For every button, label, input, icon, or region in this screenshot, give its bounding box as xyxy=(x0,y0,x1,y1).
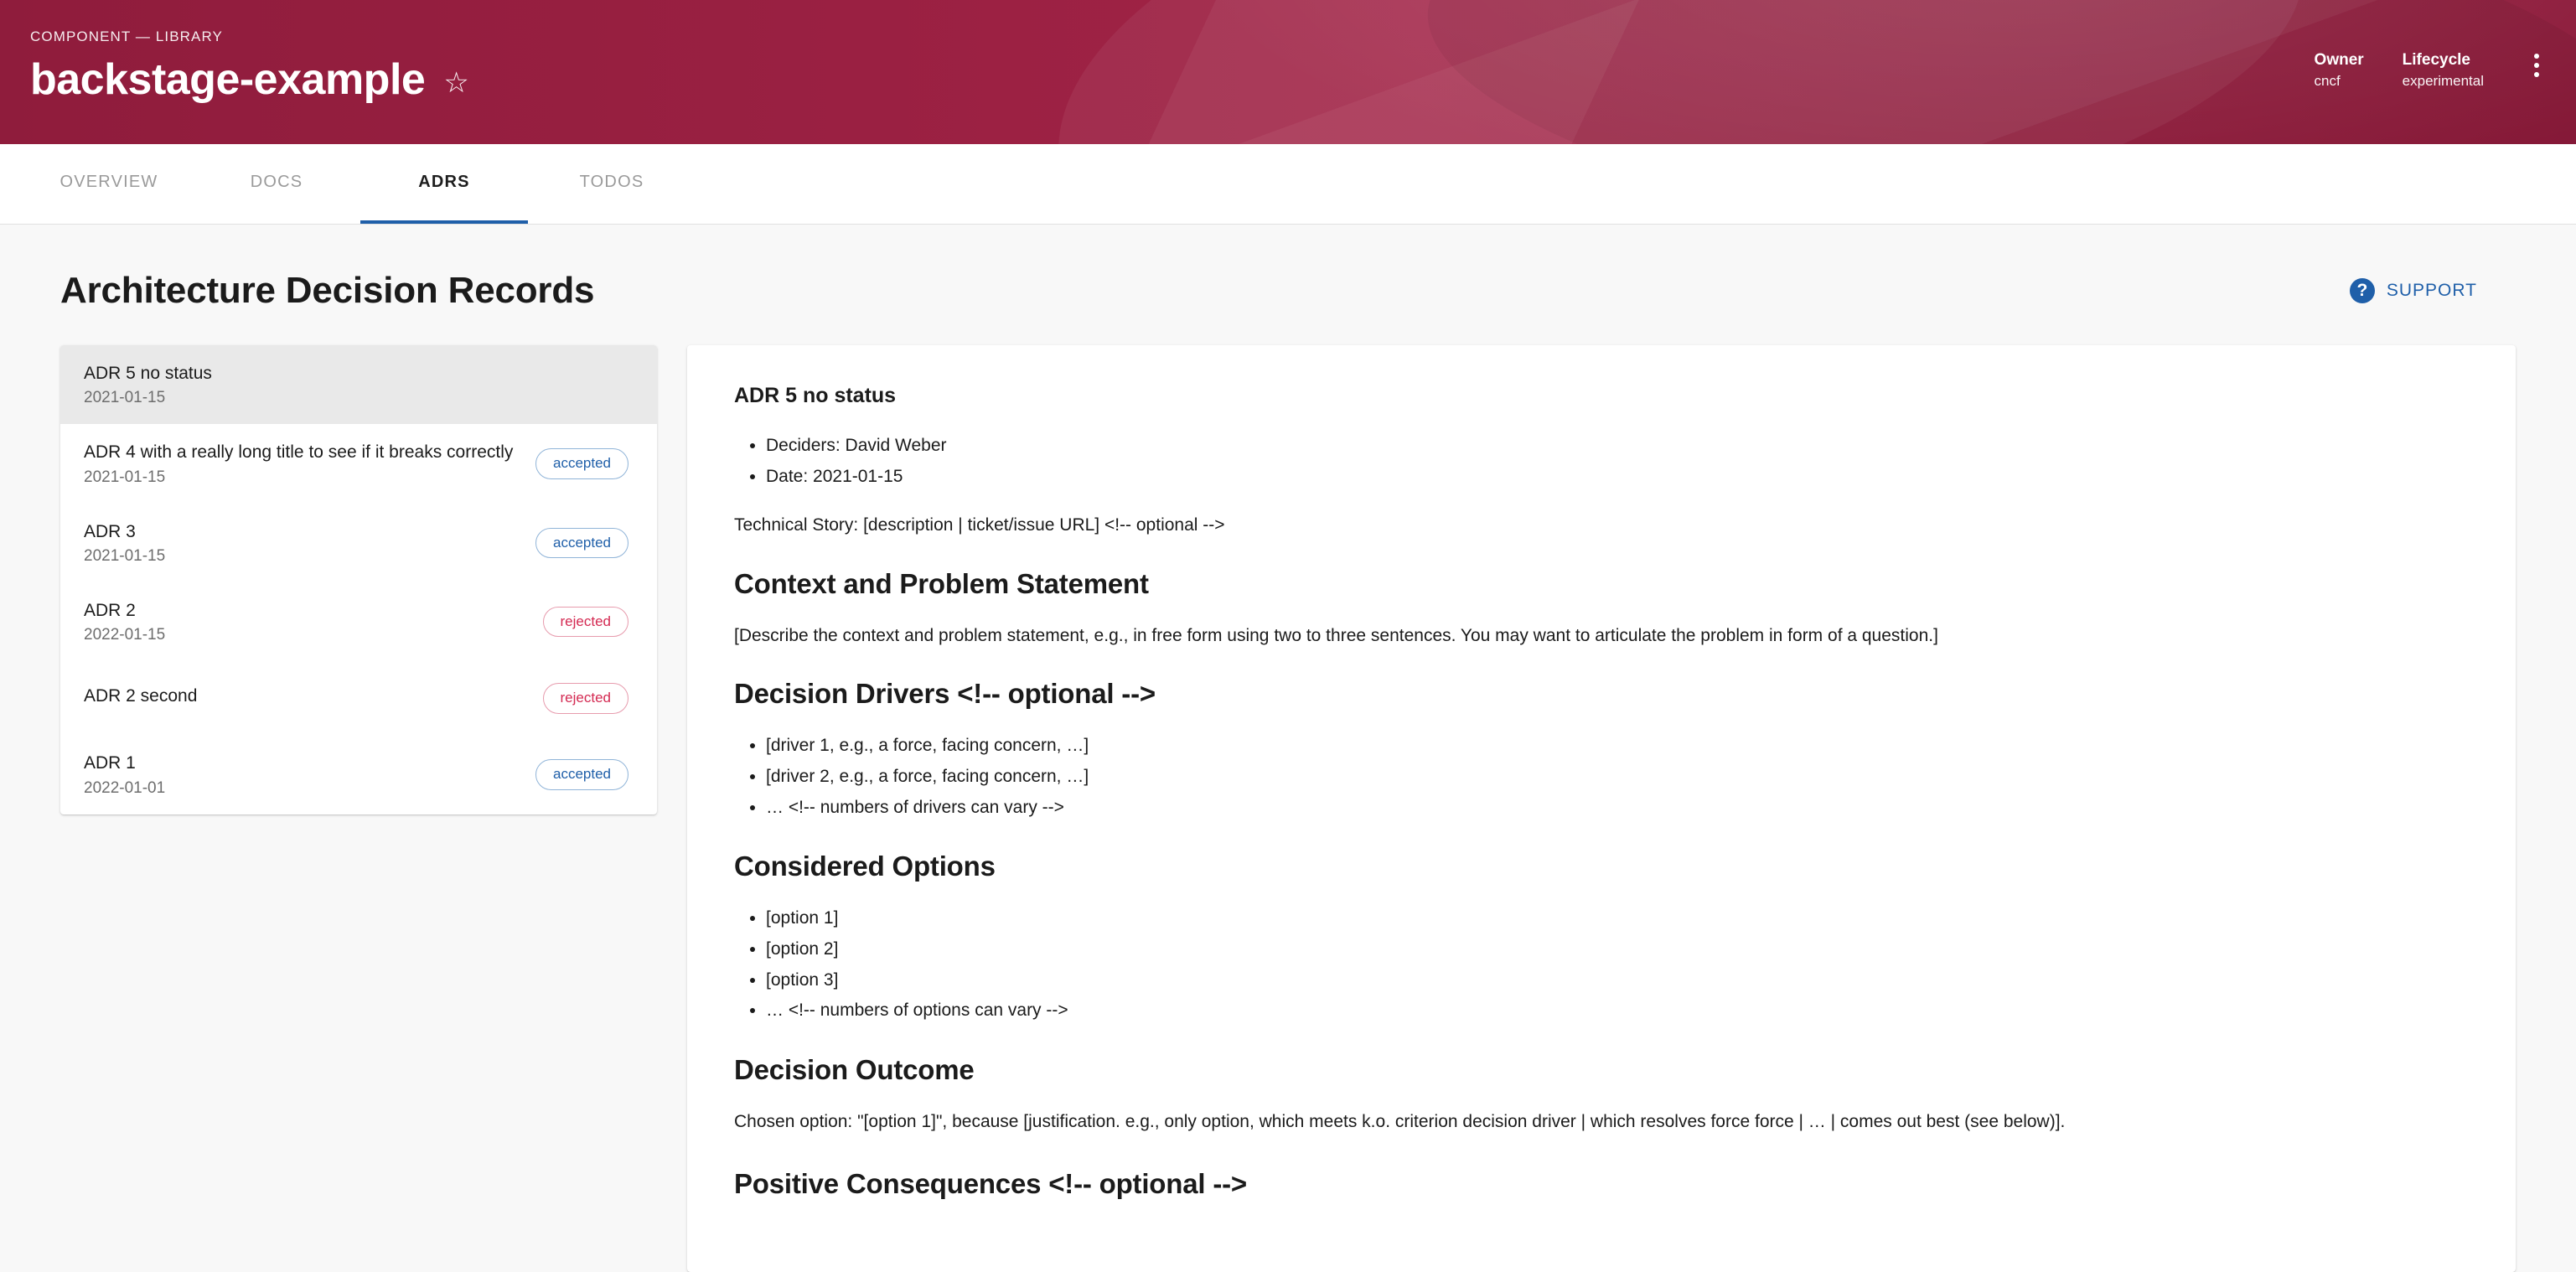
more-options-icon[interactable] xyxy=(2534,50,2539,77)
list-item[interactable] xyxy=(60,735,657,814)
owner-label: Owner xyxy=(2314,51,2364,69)
page-header xyxy=(0,0,2576,144)
lifecycle-label: Lifecycle xyxy=(2402,51,2470,69)
status-badge: rejected xyxy=(543,607,628,637)
tab-docs[interactable]: DOCS xyxy=(250,173,303,191)
list-item[interactable] xyxy=(60,582,657,661)
list-item[interactable] xyxy=(60,661,657,735)
lifecycle-value: experimental xyxy=(2402,72,2484,89)
page-title: backstage-example xyxy=(30,55,426,104)
adr-item-date: 2022-01-15 xyxy=(84,626,166,644)
decision-outcome-heading: Decision Outcome xyxy=(734,1053,975,1085)
adr-list xyxy=(60,345,657,814)
list-item[interactable] xyxy=(60,345,657,424)
adr-item-title: ADR 5 no status xyxy=(84,364,212,383)
list-item: • [option 1] xyxy=(766,904,2469,933)
positive-consequences-heading: Positive Consequences <!-- optional --> xyxy=(734,1167,1247,1199)
main-content xyxy=(0,225,2576,1272)
list-item: • [option 3] xyxy=(766,966,2469,995)
decision-outcome-body: Chosen option: "[option 1]", because [justification. e.g., only option, which meets k.o. criterion decision driver | which resolves force force | … | comes out best (see below)]. xyxy=(734,1111,2066,1131)
support-button[interactable] xyxy=(2350,278,2516,303)
list-item: • … <!-- numbers of options can vary --> xyxy=(766,996,2469,1026)
list-item: • [option 2] xyxy=(766,935,2469,964)
technical-story-text: Technical Story: [description | ticket/issue URL] <!-- optional --> xyxy=(734,515,1225,535)
decision-drivers-list xyxy=(734,732,2469,822)
adr-item-title: ADR 1 xyxy=(84,753,136,773)
owner-value[interactable]: cncf xyxy=(2314,72,2341,89)
status-badge: accepted xyxy=(535,759,628,789)
owner-meta xyxy=(2315,50,2364,90)
status-badge: accepted xyxy=(535,448,628,478)
adr-item-title: ADR 2 xyxy=(84,601,136,621)
decision-drivers-heading: Decision Drivers <!-- optional --> xyxy=(734,678,1156,710)
considered-options-list xyxy=(734,904,2469,1026)
help-icon: ? xyxy=(2350,278,2375,303)
list-item: • Deciders: David Weber xyxy=(766,432,2469,461)
adr-page-heading: Architecture Decision Records xyxy=(60,270,595,311)
adr-item-date: 2022-01-01 xyxy=(84,778,166,797)
adr-item-title: ADR 3 xyxy=(84,521,136,541)
considered-options-heading: Considered Options xyxy=(734,851,996,882)
tab-bar xyxy=(0,144,2576,225)
breadcrumb: COMPONENT — LIBRARY xyxy=(30,28,223,44)
lifecycle-meta xyxy=(2403,50,2484,90)
adr-item-title: ADR 2 second xyxy=(84,686,198,706)
context-heading: Context and Problem Statement xyxy=(734,567,1149,599)
context-body: [Describe the context and problem statement, e.g., in free form using two to three sentences. You may want to articulate the problem in form of a question.] xyxy=(734,625,1938,645)
star-icon[interactable]: ☆ xyxy=(443,67,469,100)
list-item: • [driver 2, e.g., a force, facing concern, …] xyxy=(766,763,2469,792)
tab-adrs[interactable]: ADRS xyxy=(360,144,528,224)
tab-todos[interactable]: TODOS xyxy=(579,173,644,191)
list-item: • Date: 2021-01-15 xyxy=(766,463,2469,492)
list-item: • [driver 1, e.g., a force, facing concern, …] xyxy=(766,732,2469,761)
adr-item-date: 2021-01-15 xyxy=(84,547,166,566)
list-item: • … <!-- numbers of drivers can vary --> xyxy=(766,794,2469,823)
list-item[interactable] xyxy=(60,424,657,503)
support-label: SUPPORT xyxy=(2386,281,2477,300)
status-badge: accepted xyxy=(535,528,628,558)
adr-item-date: 2021-01-15 xyxy=(84,468,166,486)
status-badge: rejected xyxy=(543,683,628,713)
list-item[interactable] xyxy=(60,504,657,582)
adr-document-panel xyxy=(687,345,2516,1272)
adr-item-date: 2021-01-15 xyxy=(84,389,166,407)
tab-overview[interactable]: OVERVIEW xyxy=(59,173,158,191)
adr-item-title: ADR 4 with a really long title to see if it breaks correctly xyxy=(84,442,514,463)
document-meta-list xyxy=(734,432,2469,491)
document-title: ADR 5 no status xyxy=(734,384,897,407)
